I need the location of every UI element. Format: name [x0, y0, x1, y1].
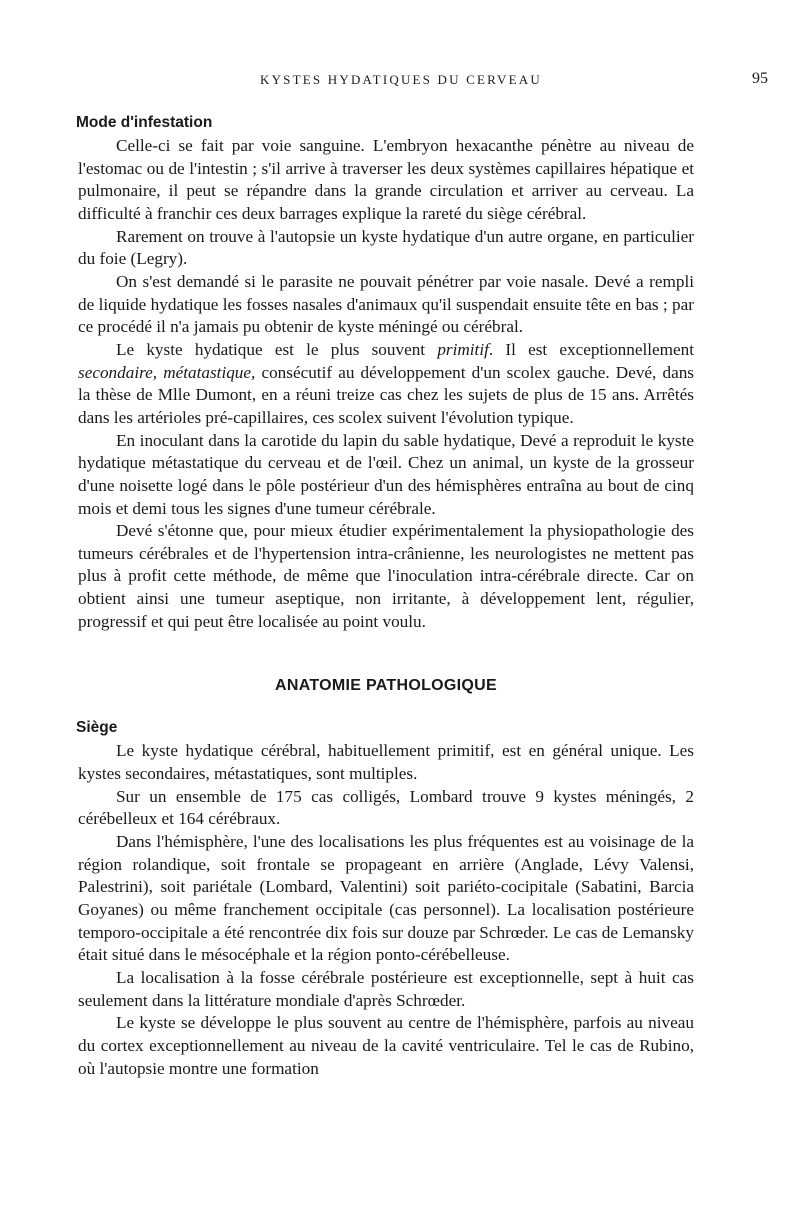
paragraph: Rarement on trouve à l'autopsie un kyste hydatique d'un autre organe, en particulier du foie (Legry). — [78, 226, 694, 269]
section-heading: Siège — [76, 719, 118, 737]
paragraph: Le kyste se développe le plus souvent au centre de l'hémisphère, parfois au niveau du cortex exceptionnellement au niveau de la cavité ventriculaire. Tel le cas de Rubino, où l'autopsie montre une formation — [78, 1013, 694, 1078]
paragraph — [78, 339, 694, 430]
page-number: 95 — [752, 70, 768, 87]
italic-term: primitif — [437, 339, 489, 359]
text-run: Le kyste hydatique est le plus souvent — [116, 339, 438, 359]
section-heading: Mode d'infestation — [76, 114, 213, 131]
paragraph: En inoculant dans la carotide du lapin du sable hydatique, Devé a reproduit le kyste hydatique métastatique du cerveau et de l'œil. Chez un animal, un kyste de la grosseur d'une noisette logé dans le pôle postérieur d'un des hémisphères entraîna au bout de cinq mois et demi tous les signes d'une tumeur cérébrale. — [78, 430, 694, 518]
paragraph: Dans l'hémisphère, l'une des localisations les plus fréquentes est au voisinage de la région rolandique, soit frontale se propageant en arrière (Anglade, Lévy Valensi, Palestrini), soit pariétale (Lombard, Valentini) soit pariéto-cocipitale (Sabatini, Barcia Goyanes) ou même franchement occipitale (cas personnel). La localisation postérieure temporo-occipitale a été rencontrée dix fois sur douze par Schrœder. Le cas de Lemansky était situé dans le mésocéphale et la région ponto-cérébelleuse. — [78, 832, 694, 965]
section-siege — [78, 719, 694, 1080]
running-title: KYSTES HYDATIQUES DU CERVEAU — [260, 72, 542, 87]
text-run: consécutif au développement d'un scolex gauche. Devé, dans la thèse de Mlle Dumont, en a réuni treize cas chez les sujets de plus de 15 ans. Arrêtés dans les artérioles pré-capillaires, ces scolex suivent l'évolution typique. — [78, 362, 694, 427]
page-body — [78, 114, 694, 1080]
paragraph: Le kyste hydatique cérébral, habituellement primitif, est en général unique. Les kystes secondaires, métastatiques, sont multiples. — [78, 741, 694, 784]
paragraph: La localisation à la fosse cérébrale postérieure est exceptionnelle, sept à huit cas seulement dans la littérature mondiale d'après Schrœder. — [78, 968, 694, 1010]
paragraph: Devé s'étonne que, pour mieux étudier expérimentalement la physiopathologie des tumeurs cérébrales et de l'hypertension intra-crânienne, les neurologistes ne mettent pas plus à profit cette méthode, de même que l'inoculation intra-cérébrale directe. Car on obtient ainsi une tumeur aseptique, non irritante, à développement lent, régulier, progressif et qui peut être localisée au point voulu. — [78, 521, 694, 631]
paragraph: Sur un ensemble de 175 cas colligés, Lombard trouve 9 kystes méningés, 2 cérébelleux et 164 cérébraux. — [78, 786, 694, 829]
chapter-title: ANATOMIE PATHOLOGIQUE — [274, 677, 497, 695]
italic-term: secondaire, métatastique, — [78, 362, 256, 382]
paragraph: Celle-ci se fait par voie sanguine. L'embryon hexacanthe pénètre au niveau de l'estomac ou de l'intestin ; s'il arrive à traverser les deux systèmes capillaires hépatique et pulmonaire, il peut se répandre dans la grande circulation et arriver au cerveau. La difficulté à franchir ces deux barrages explique la rareté du siège cérébral. — [78, 136, 694, 223]
text-run: . Il est exceptionnellement — [488, 339, 695, 359]
section-mode-infestation — [78, 114, 694, 633]
paragraph: On s'est demandé si le parasite ne pouvait pénétrer par voie nasale. Devé a rempli de liquide hydatique les fosses nasales d'animaux qu'il suspendait ensuite tête en bas ; par ce procédé il n'a jamais pu obtenir de kyste méningé ou cérébral. — [78, 271, 694, 337]
